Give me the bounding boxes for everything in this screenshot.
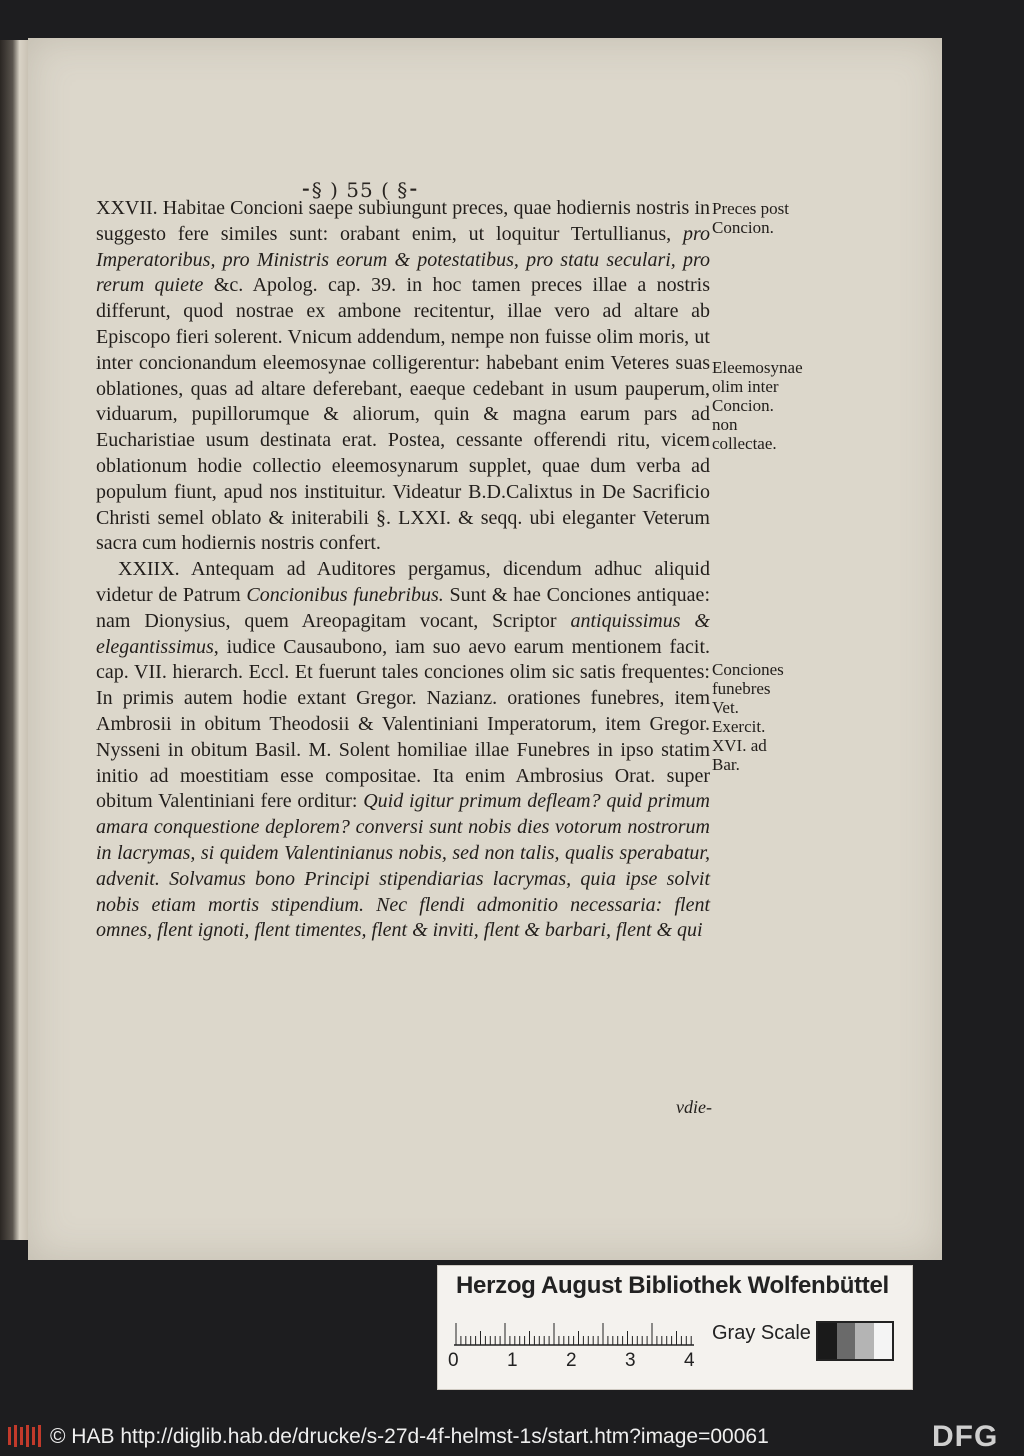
body-paragraph xyxy=(96,196,710,557)
italic-quote: pro Imperatoribus, pro Ministris eorum & potestatibus, pro statu seculari, pro rerum quiete xyxy=(96,222,710,297)
library-title: Herzog August Bibliothek Wolfenbüttel xyxy=(456,1272,889,1299)
margin-note-eleemosynae: Eleemosynae olim inter Concion. non collectae. xyxy=(712,358,803,453)
ruler-number: 2 xyxy=(566,1350,577,1371)
gray-swatch xyxy=(874,1323,893,1359)
text-run: XXIIX. Antequam ad Auditores pergamus, dicendum adhuc aliquid videtur de Patrum xyxy=(96,558,710,606)
ruler-number: 3 xyxy=(625,1350,636,1371)
gray-swatch xyxy=(855,1323,874,1359)
hab-logo-icon xyxy=(6,1423,42,1449)
ruler-numbers xyxy=(448,1350,708,1376)
gray-swatch xyxy=(837,1323,856,1359)
viewer-footer xyxy=(0,1418,1024,1456)
gray-scale-swatches xyxy=(816,1321,894,1361)
measurement-ruler xyxy=(454,1318,694,1346)
gray-swatch xyxy=(818,1323,837,1359)
italic-quote: antiquissimus & elegantissimus xyxy=(96,609,710,658)
text-run: , iudice Causaubono, iam suo aevo earum mentionem facit. cap. VII. hierarch. Eccl. Et fuerunt tales conciones olim sic satis frequentes: In primis autem hodie extant Gregor. Nazianz. orationes funebres, item Ambrosii in obitum Theodosii & Valentiniani Imperatorum, item Gregor. Nysseni in obitum Basil. M. Solent homiliae illae Funebres in ipso statim initio ad moestitiam esse compositae. Ita enim Ambrosius Orat. super obitum Valentiniani fere orditur: xyxy=(96,635,710,813)
margin-note-preces: Preces post Concion. xyxy=(712,199,789,237)
library-color-card xyxy=(437,1265,913,1390)
text-run: XXVII. Habitae Concioni saepe subiungunt preces, quae hodiernis nostris in suggesto fere similes sunt: orabant enim, ut loquitur Tertullianus, xyxy=(96,197,710,245)
ruler-number: 0 xyxy=(448,1350,459,1371)
gray-scale-label: Gray Scale xyxy=(712,1322,811,1344)
main-text-column xyxy=(96,196,710,944)
dfg-logo: DFG xyxy=(932,1420,999,1453)
margin-note-conciones-funebres: Conciones funebres Vet. Exercit. XVI. ad Bar. xyxy=(712,660,784,774)
body-paragraph xyxy=(96,557,710,944)
italic-quote: Concionibus funebribus. xyxy=(246,583,444,606)
ruler-number: 1 xyxy=(507,1350,518,1371)
text-run: &c. Apolog. cap. 39. in hoc tamen preces illae a nostris differunt, quod nostrae ex ambone recitentur, illae vero ad altare ab Episcopo fieri solerent. Vnicum addendum, nempe non fuisse olim moris, ut inter concionandum eleemosynae colligerentur: habebant enim Veteres suas oblationes, quas ad altare deferebant, eaeque cedebant in usum pauperum, viduarum, pupillorumque & aliorum, quin & magna earum pars ad Eucharistiae usum destinata erat. Postea, cessante offerendi ritu, vicem oblationum hodie collectio eleemosynarum supplet, quae dum verba ad populum fiunt, apud nos instituitur. Videatur B.D.Calixtus in De Sacrificio Christi semel oblato & initerabili §. LXXI. & seqq. ubi eleganter Veterum sacra cum hodiernis nostris confert. xyxy=(96,274,710,555)
ruler-number: 4 xyxy=(684,1350,695,1371)
catchword: vdie- xyxy=(676,1097,712,1117)
italic-quote: Quid igitur primum defleam? quid primum amara conquestione deplorem? conversi sunt nobis dies votorum nostrorum in lacrymas, si quidem Valentinianus nobis, sed non talis, qualis sperabatur, advenit. Solvamus bono Principi stipendiarias lacrymas, quia ipse solvit nobis etiam mortis stipendium. Nec flendi admonitio necessaria: flent omnes, flent ignoti, flent timentes, flent & inviti, flent & barbari, flent & qui xyxy=(96,790,710,942)
text-run: Sunt & hae Conciones antiquae: nam Dionysius, quem Areopagitam vocant, Scriptor xyxy=(96,583,710,632)
adjacent-page-edge xyxy=(0,40,28,1240)
copyright-url-text: © HAB http://diglib.hab.de/drucke/s-27d-4f-helmst-1s/start.htm?image=00061 xyxy=(50,1425,769,1448)
page-folio: ⁃§ ) 55 ( §⁃ xyxy=(300,178,420,202)
